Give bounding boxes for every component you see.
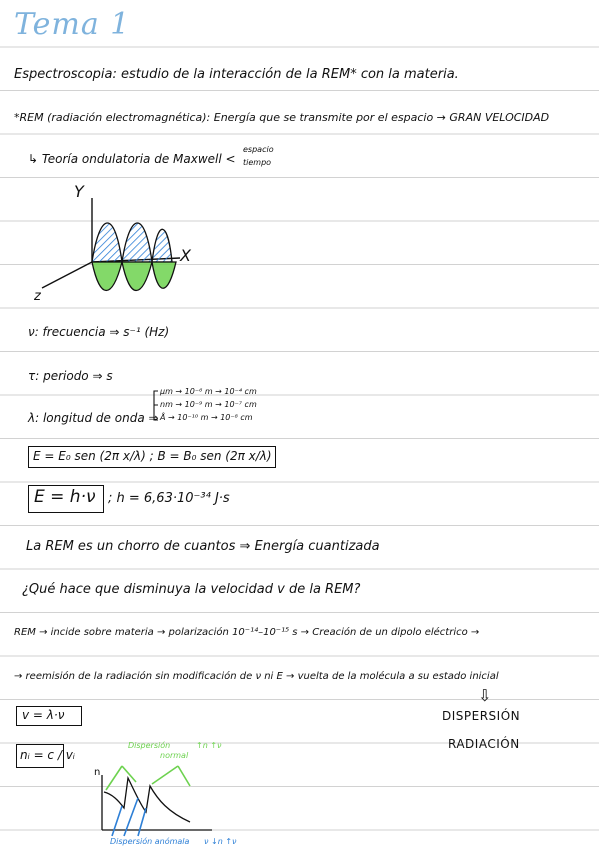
wavelength-def: λ: longitud de onda ⇒ [28,411,159,425]
normal-dispersion-label: Dispersión [128,741,171,750]
planck-constant: ; h = 6,63·10⁻³⁴ J·s [108,491,230,506]
velocity-equation: v = λ·ν [22,708,65,722]
wave-equations: E = E₀ sen (2π x/λ) ; B = B₀ sen (2π x/λ) [33,449,272,463]
wavelength-micrometer: μm → 10⁻⁶ m → 10⁻⁴ cm [160,387,257,396]
normal-dispersion-note: ↑n ↑ν [196,741,222,750]
polarization-process: REM → incide sobre materia → polarización 10⁻¹⁴–10⁻¹⁵ s → Creación de un dipolo eléctrico → [14,627,480,638]
axis-z-label: z [34,289,41,304]
maxwell-tiempo: tiempo [243,158,272,167]
anomalous-dispersion-note: ν ↓n ↑ν [204,837,237,846]
page-title: Tema 1 [14,7,131,42]
wavelength-nanometer: nm → 10⁻⁹ m → 10⁻⁷ cm [160,400,257,409]
reemission-process: → reemisión de la radiación sin modificación de ν ni E → vuelta de la molécula a su estado inicial [14,671,499,682]
maxwell-espacio: espacio [243,145,274,154]
radiation-label: RADIACIÓN [448,737,520,751]
wavelength-angstrom: Å → 10⁻¹⁰ m → 10⁻⁸ cm [160,413,253,422]
quanta-statement: La REM es un chorro de cuantos ⇒ Energía cuantizada [26,539,380,554]
axis-y-label: Y [74,182,84,201]
dispersion-label: DISPERSIÓN [442,709,521,723]
down-arrow: ⇩ [478,686,492,705]
definition-espectroscopia: Espectroscopia: estudio de la interacción de la REM* con la materia. [14,67,459,82]
definition-rem: *REM (radiación electromagnética): Energía que se transmite por el espacio → GRAN VELOCIDAD [14,111,550,124]
normal-dispersion-label-2: normal [160,751,189,760]
anomalous-dispersion-label: Dispersión anómala [110,837,190,846]
graph-n-label: n [94,767,101,778]
velocity-question: ¿Qué hace que disminuya la velocidad v de la REM? [22,582,361,597]
axis-x-label: X [180,246,191,265]
frequency-def: ν: frecuencia ⇒ s⁻¹ (Hz) [28,325,170,339]
period-def: τ: periodo ⇒ s [28,369,113,383]
planck-equation: E = h·ν [34,487,96,507]
refractive-index-equation: nᵢ = c / vᵢ [20,748,75,762]
maxwell-theory: ↳ Teoría ondulatoria de Maxwell < [28,152,236,166]
